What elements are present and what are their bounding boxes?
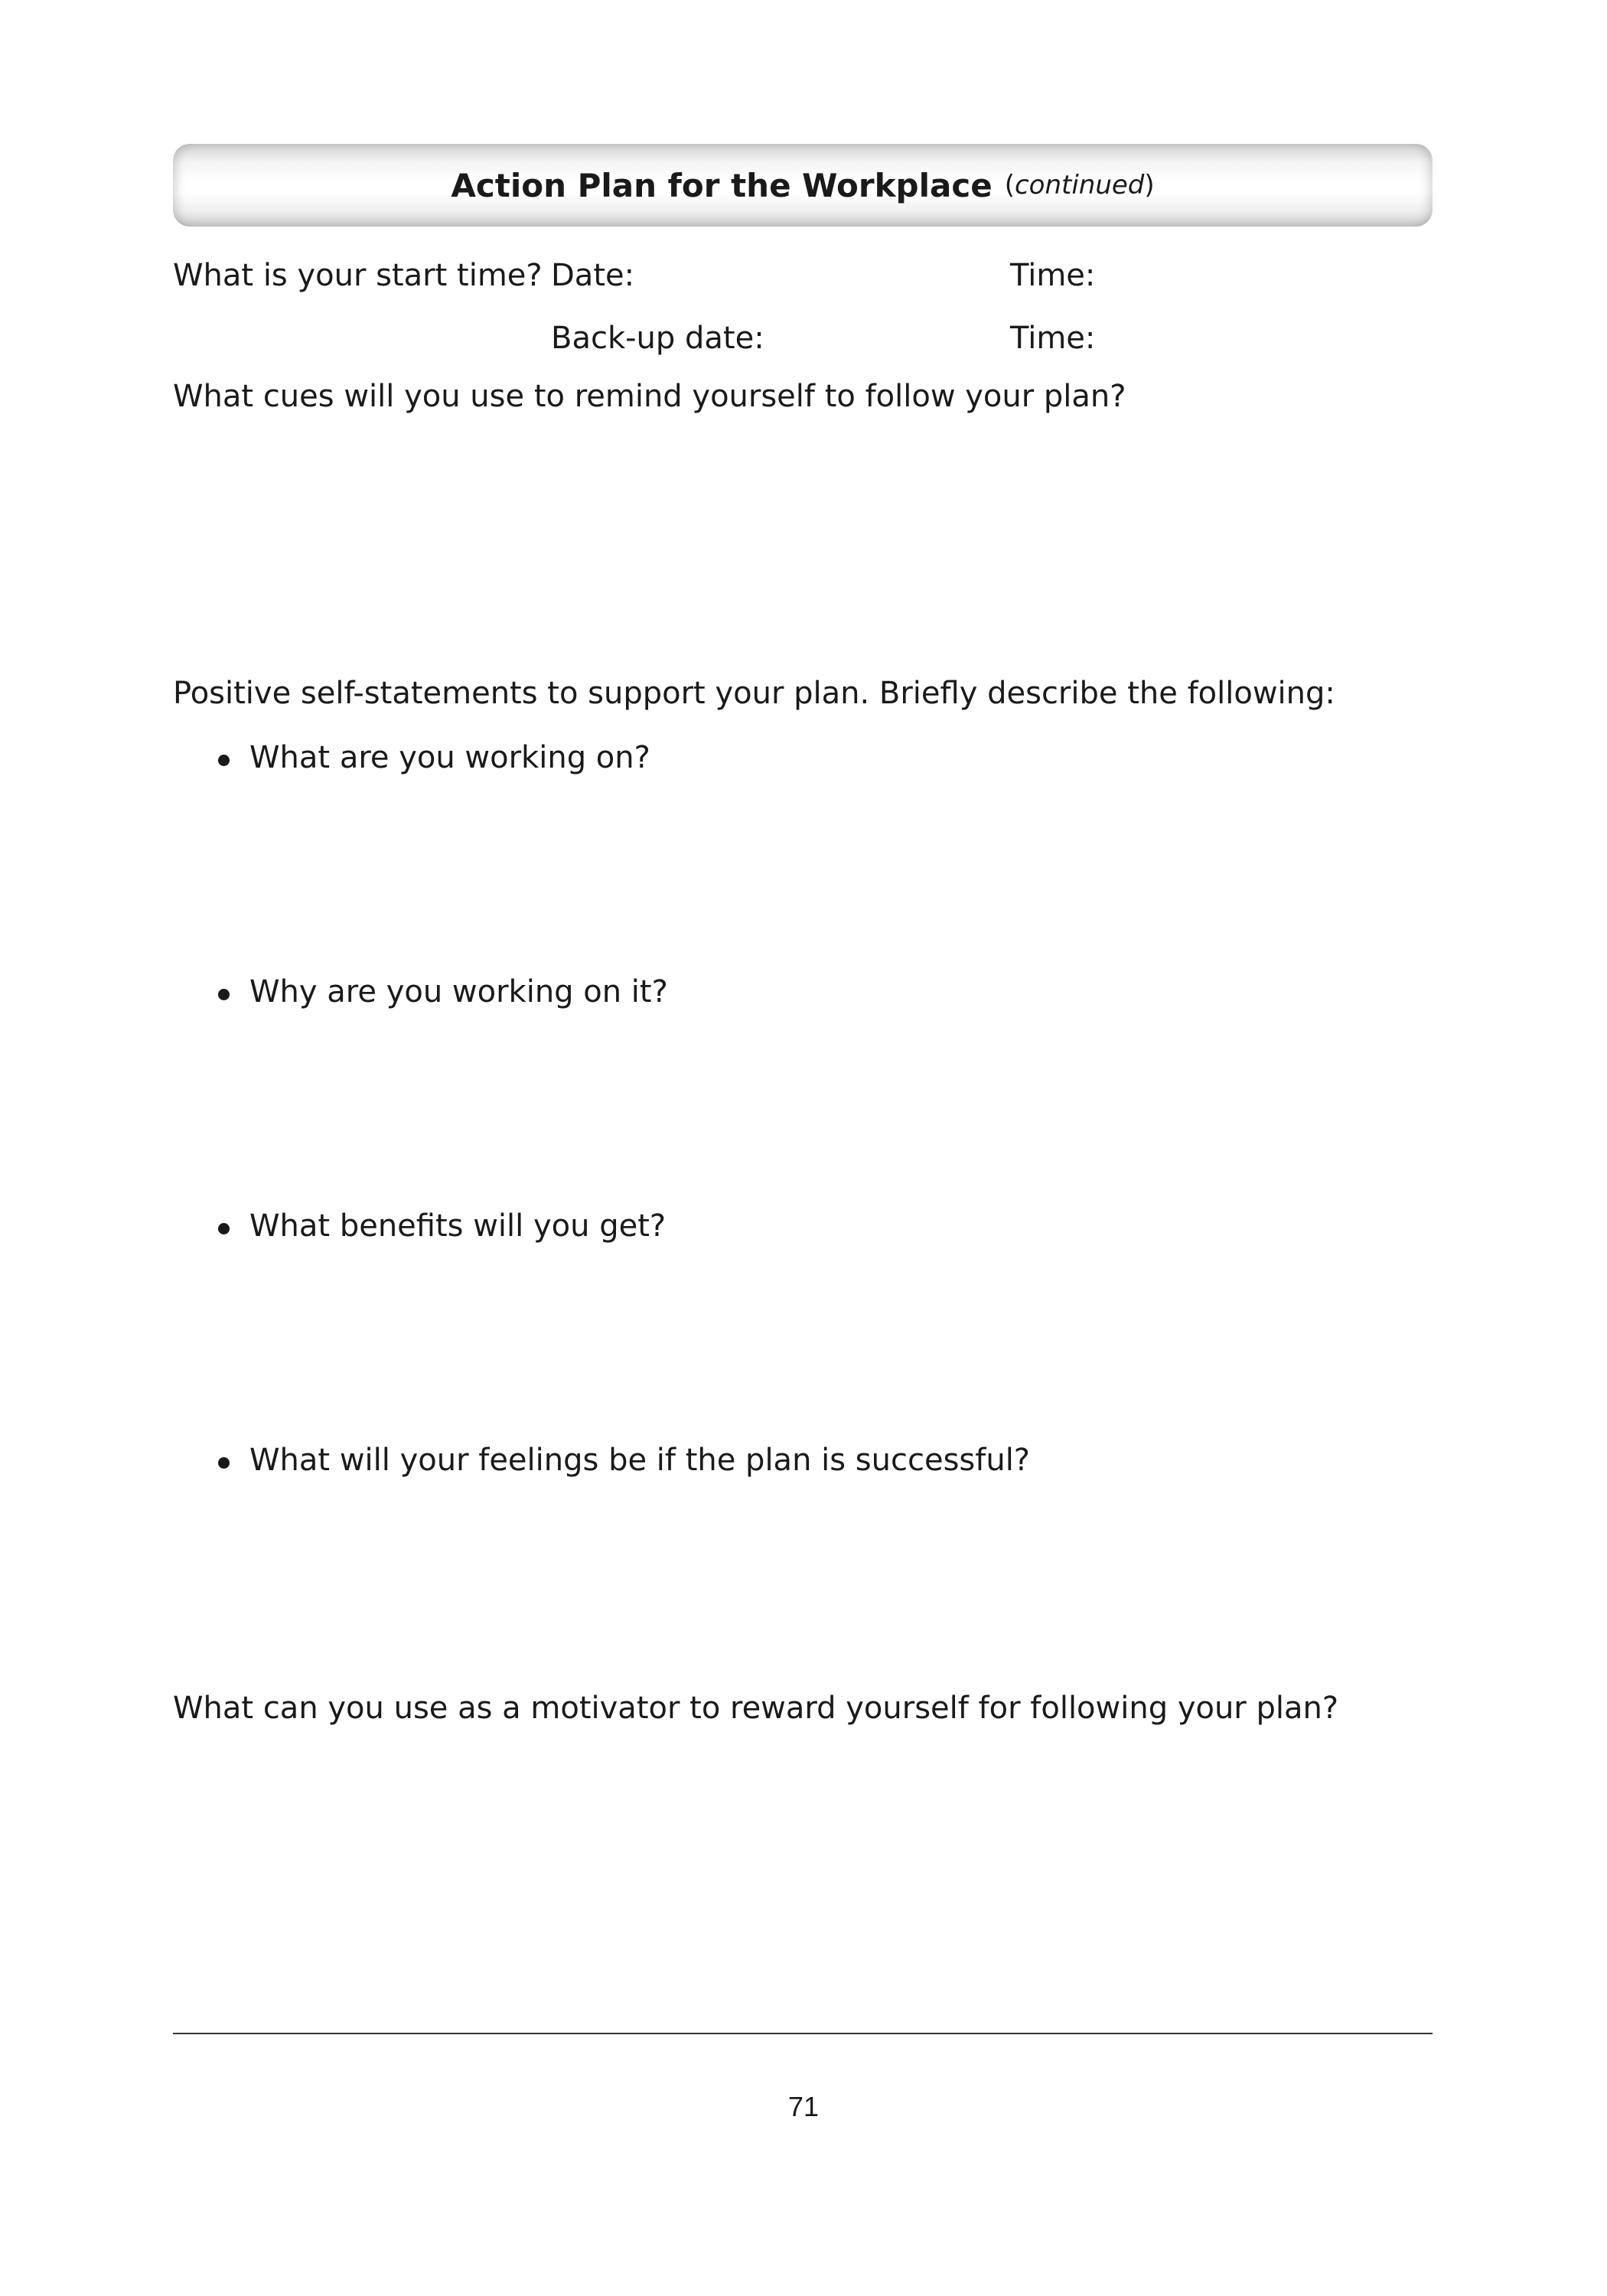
list-item: What benefits will you get?	[249, 1208, 667, 1244]
continued-label: continued	[1014, 170, 1145, 201]
list-item: What will your feelings be if the plan is successful?	[249, 1443, 1031, 1478]
backup-time-label: Time:	[1010, 321, 1096, 356]
page-title: Action Plan for the Workplace	[451, 166, 993, 204]
backup-date-label: Back-up date:	[551, 321, 764, 356]
date-label: Date:	[551, 258, 635, 293]
page-subtitle: (continued)	[1004, 170, 1155, 201]
bullet-icon	[218, 755, 230, 766]
list-item: What are you working on?	[249, 740, 650, 775]
cues-question: What cues will you use to remind yourself to follow your plan?	[173, 379, 1126, 414]
start-time-question: What is your start time?	[173, 258, 543, 293]
bullet-icon	[218, 1457, 230, 1469]
motivator-question: What can you use as a motivator to reward yourself for following your plan?	[173, 1691, 1339, 1726]
time-label: Time:	[1010, 258, 1096, 293]
page-number: 71	[787, 2091, 820, 2122]
bullet-icon	[218, 989, 230, 1000]
self-statements-intro: Positive self-statements to support your plan. Briefly describe the following:	[173, 676, 1335, 711]
bullet-icon	[218, 1223, 230, 1234]
section-header-banner	[173, 144, 1433, 227]
footer-divider	[173, 2033, 1433, 2034]
list-item: Why are you working on it?	[249, 974, 668, 1009]
section-header-title	[173, 144, 1433, 227]
